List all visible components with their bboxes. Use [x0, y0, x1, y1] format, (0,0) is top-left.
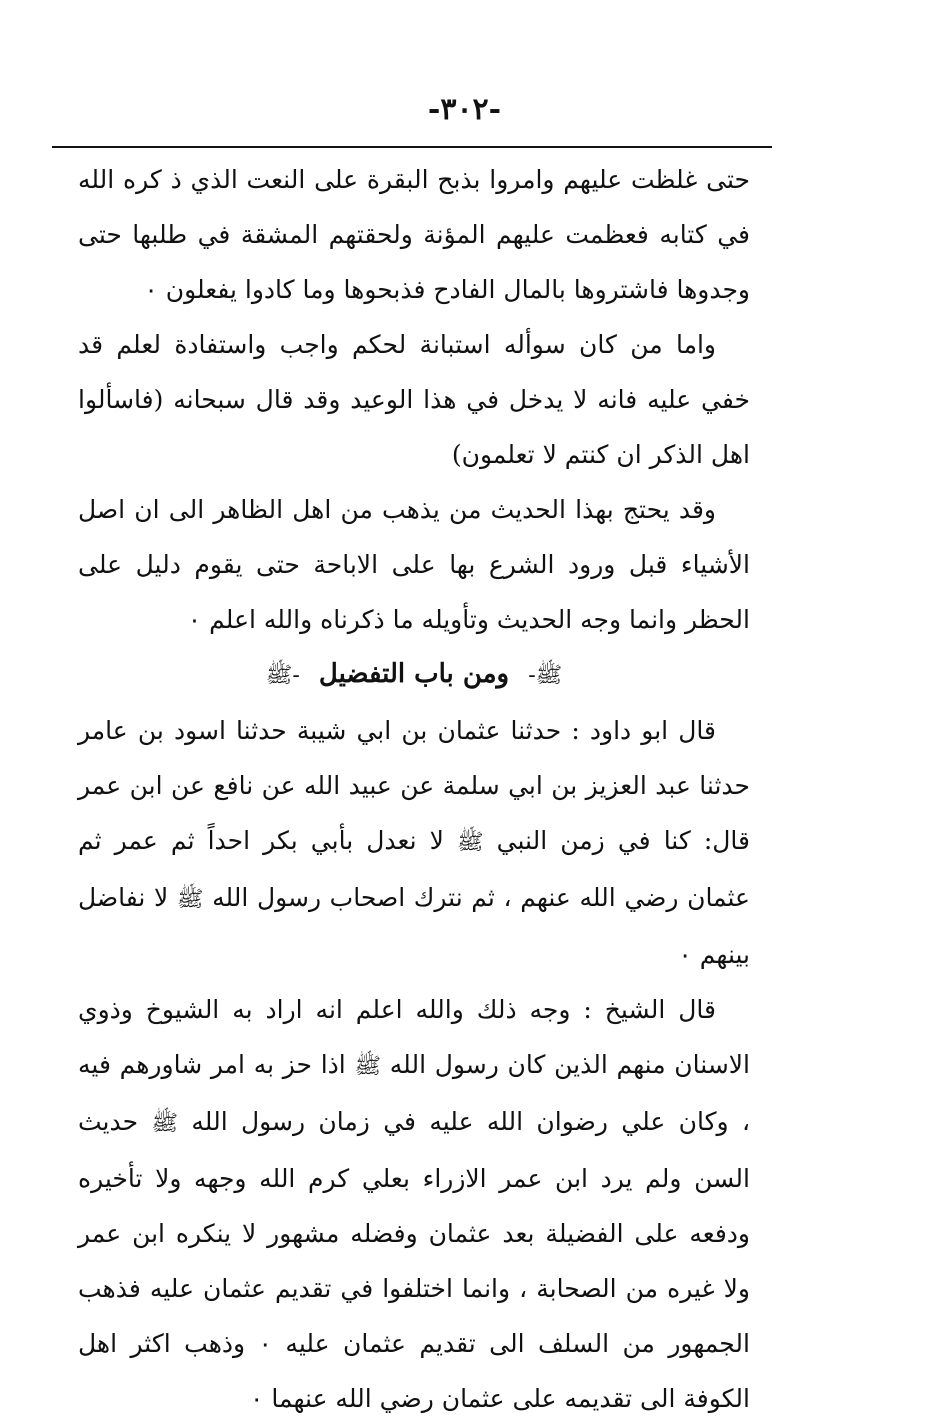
- page-number: -٣٠٢-: [427, 92, 502, 127]
- ornament-right-icon: ﷺ-: [528, 663, 563, 688]
- body-text: [78, 152, 750, 1426]
- section-heading: [78, 647, 750, 703]
- paragraph-1: حتى غلظت عليهم وامروا بذبح البقرة على النعت الذي ذ كره الله في كتابه فعظمت عليهم المؤنة ولحقتهم المشقة في طلبها حتى وجدوها فاشتروها بالمال الفادح فذبحوها وما كادوا يفعلون ٠: [78, 165, 750, 304]
- ornament-left-icon: -ﷺ: [265, 663, 300, 688]
- salla-ligature-icon: ﷺ: [151, 1111, 179, 1136]
- salla-ligature-icon: ﷺ: [354, 1054, 382, 1079]
- paragraph-2: واما من كان سوأله استبانة لحكم واجب واستفادة لعلم قد خفي عليه فانه لا يدخل في هذا الوعيد وقد قال سبحانه (فاسألوا اهل الذكر ان كنتم لا تعلمون): [78, 330, 750, 469]
- hadith-middle: لا نعدل بأبي بكر احداً ثم عمر ثم عثمان رضي الله عنهم ، ثم نترك اصحاب رسول الله: [78, 826, 750, 912]
- salla-ligature-icon: ﷺ: [457, 830, 484, 855]
- hadith-paragraph: [78, 703, 750, 982]
- commentary-part-1: قال الشيخ : وجه ذلك والله اعلم انه اراد به الشيوخ وذوي الاسنان منهم الذين كان رسول الله: [78, 995, 750, 1079]
- salla-ligature-icon: ﷺ: [176, 887, 204, 912]
- commentary-part-3: حديث السن ولم يرد ابن عمر الازراء بعلي كرم الله وجهه ولا تأخيره ودفعه على الفضيلة بعد عثمان وفضله مشهور لا ينكره ابن عمر ولا غيره من الصحابة ، وانما اختلفوا في تقديم عثمان عليه فذهب الجمهور من السلف الى تقديم عثمان عليه ٠ وذهب اكثر اهل الكوفة الى تقديمه على عثمان رضي الله عنهما ٠: [78, 1107, 750, 1413]
- commentary-paragraph: [78, 982, 750, 1426]
- hadith-end: لا نفاضل بينهم ٠: [78, 883, 750, 969]
- hadith-intro: قال ابو داود : حدثنا عثمان بن ابي شيبة حدثنا اسود بن عامر حدثنا عبد العزيز بن ابي سلمة عن عبيد الله عن نافع عن ابن عمر قال: كنا في زمن النبي: [78, 716, 750, 855]
- header-rule: [52, 146, 772, 148]
- commentary-part-2: اذا حز به امر شاورهم فيه ، وكان علي رضوان الله عليه في زمان رسول الله: [78, 1050, 751, 1136]
- section-heading-text: ومن باب التفضيل: [318, 659, 510, 689]
- paragraph-3: وقد يحتج بهذا الحديث من يذهب من اهل الظاهر الى ان اصل الأشياء قبل ورود الشرع بها على الاباحة حتى يقوم دليل على الحظر وانما وجه الحديث وتأويله ما ذكرناه والله اعلم ٠: [78, 495, 750, 634]
